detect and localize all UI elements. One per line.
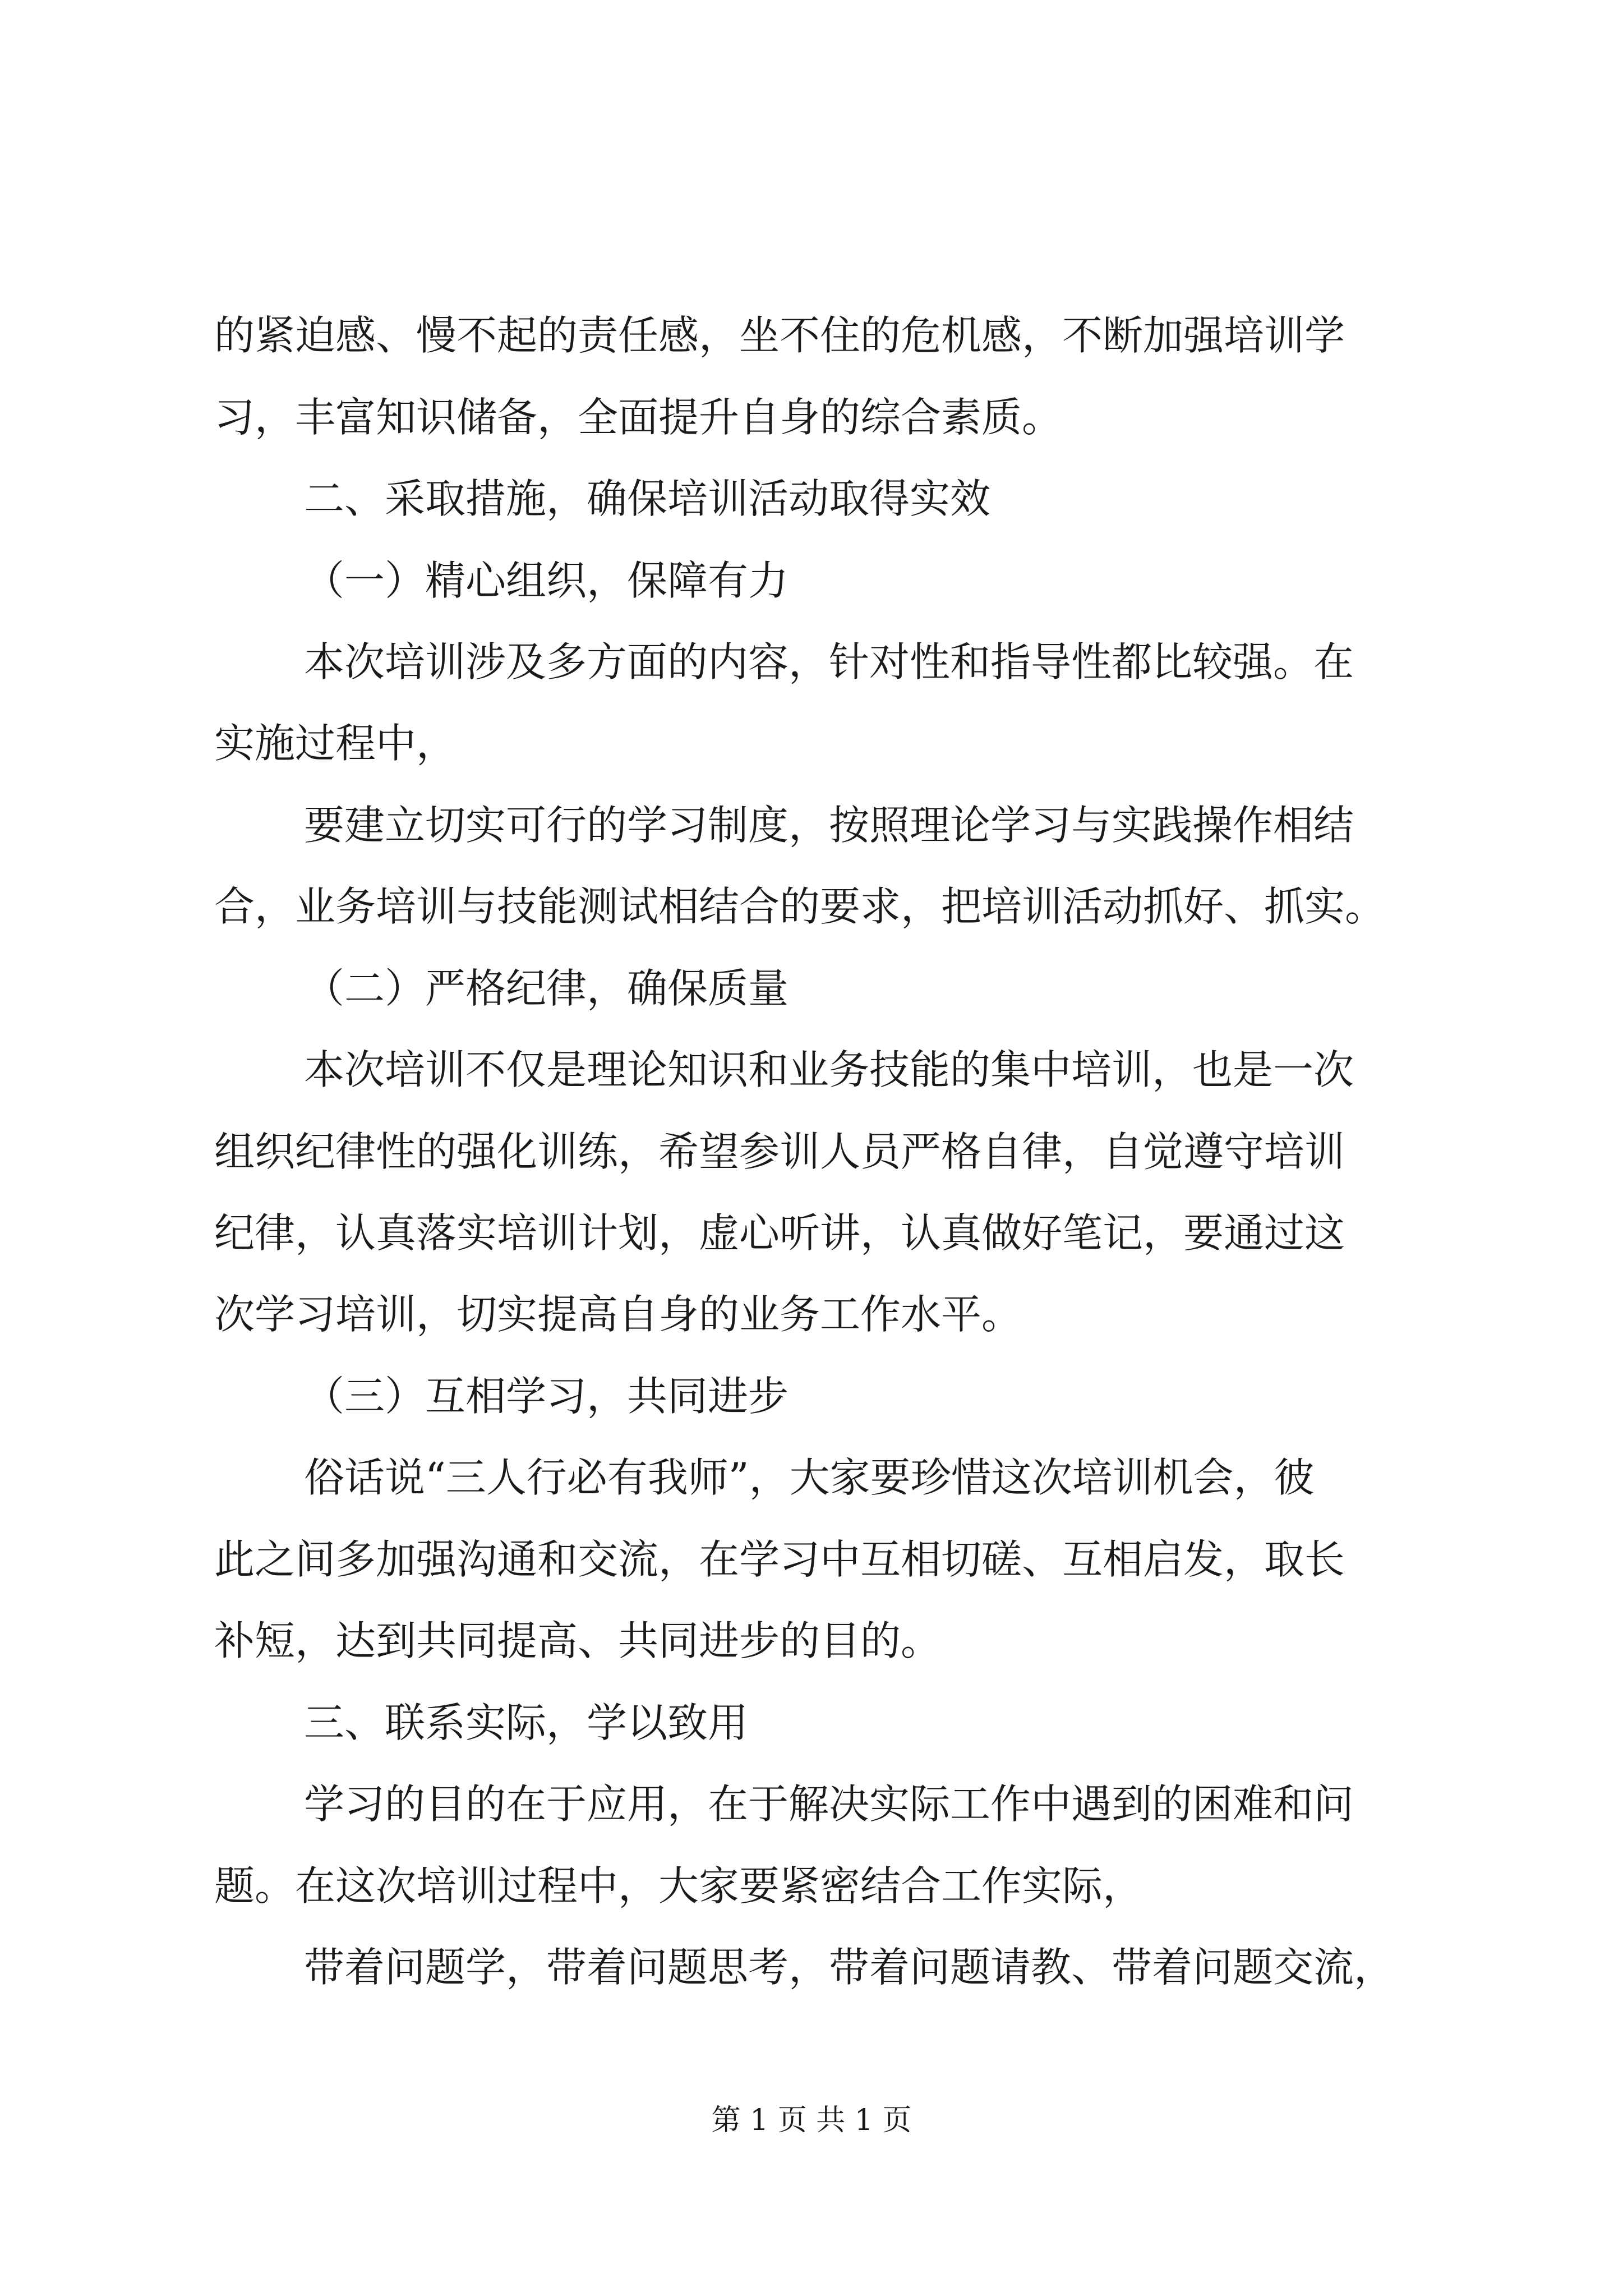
subsection-heading: （二）严格纪律，确保质量	[304, 965, 789, 1012]
body-line: 纪律，认真落实培训计划，虚心听讲，认真做好笔记，要通过这	[214, 1209, 1345, 1257]
section-heading: 二、采取措施，确保培训活动取得实效	[304, 475, 991, 522]
body-line: 补短，达到共同提高、共同进步的目的。	[214, 1617, 942, 1664]
body-line: 次学习培训，切实提高自身的业务工作水平。	[214, 1291, 1022, 1338]
body-line: 实施过程中，	[214, 720, 457, 767]
body-line: 带着问题学，带着问题思考，带着问题请教、带着问题交流，	[304, 1944, 1395, 1991]
body-line: 学习的目的在于应用，在于解决实际工作中遇到的困难和问	[304, 1780, 1354, 1828]
body-line: 俗话说“三人行必有我师”，大家要珍惜这次培训机会，彼	[304, 1454, 1315, 1501]
subsection-heading: （一）精心组织，保障有力	[304, 557, 789, 604]
body-line: 合，业务培训与技能测试相结合的要求，把培训活动抓好、抓实。	[214, 883, 1386, 930]
page-number: 第 1 页 共 1 页	[711, 2104, 912, 2137]
body-line: 本次培训涉及多方面的内容，针对性和指导性都比较强。在	[304, 638, 1354, 685]
body-line: 要建立切实可行的学习制度，按照理论学习与实践操作相结	[304, 802, 1354, 849]
body-line: 的紧迫感、慢不起的责任感，坐不住的危机感，不断加强培训学	[214, 312, 1345, 359]
body-line: 习，丰富知识储备，全面提升自身的综合素质。	[214, 394, 1063, 441]
body-line: 此之间多加强沟通和交流，在学习中互相切磋、互相启发，取长	[214, 1536, 1345, 1583]
body-line: 本次培训不仅是理论知识和业务技能的集中培训，也是一次	[304, 1046, 1354, 1093]
section-heading: 三、联系实际，学以致用	[304, 1699, 749, 1746]
subsection-heading: （三）互相学习，共同进步	[304, 1373, 789, 1420]
page-footer	[0, 2101, 1623, 2140]
body-line: 组织纪律性的强化训练，希望参训人员严格自律，自觉遵守培训	[214, 1128, 1345, 1175]
body-line: 题。在这次培训过程中，大家要紧密结合工作实际，	[214, 1862, 1144, 1910]
